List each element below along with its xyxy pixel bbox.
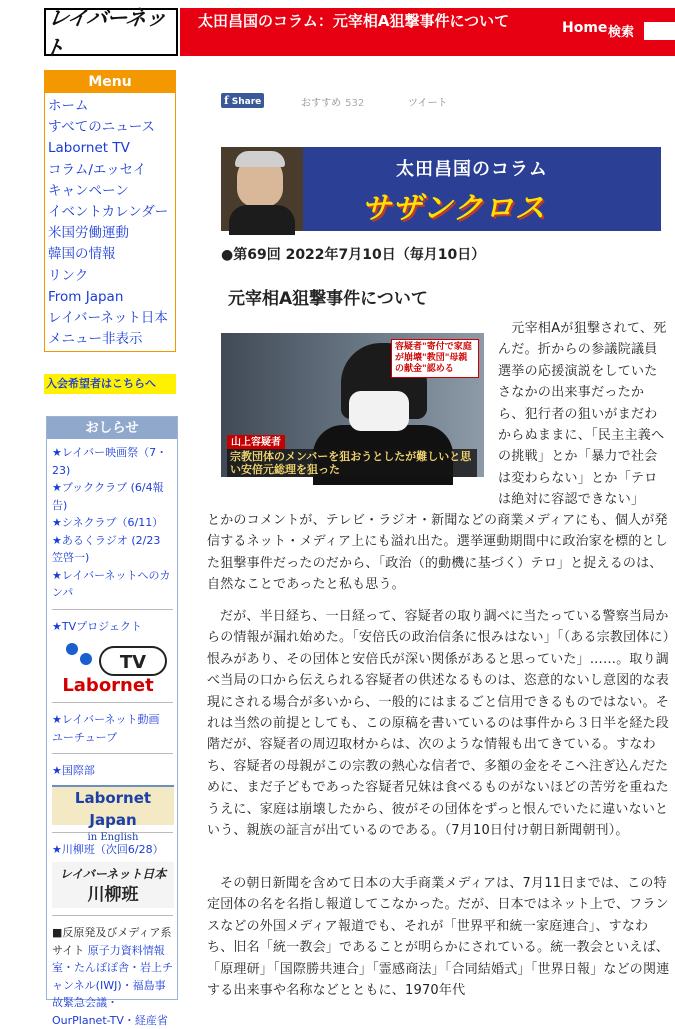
tv-logo-labornet: Labornet — [62, 675, 154, 696]
divider — [52, 915, 173, 916]
fb-share-label: Share — [231, 97, 262, 107]
issue-line: ●第69回 2022年7月10日（毎月10日） — [221, 247, 486, 263]
international-link[interactable]: ★国際部 — [52, 764, 95, 777]
article-text-continued: とかのコメントが、テレビ・ラジオ・新聞などの商業メディアにも、個人が発信するネット・メディア上にも溢れ出た。選挙運動期間中に政治家を標的とした狙撃事件だったのだから、「政治（的動機に基づく）テロ」と捉えるのは、自然なことであったと私も思う。 — [207, 513, 668, 593]
lj-logo-sub: in English — [87, 831, 139, 843]
divider — [52, 609, 173, 610]
tv-logo-text: TV — [119, 652, 147, 673]
menu-item-labornet-japan[interactable]: レイバーネット日本 — [48, 309, 168, 326]
menu-item-from-japan[interactable]: From Japan — [48, 288, 124, 305]
notice-item[interactable]: ★レイバーネットへのカンパ — [52, 568, 171, 599]
facebook-share-button[interactable] — [221, 93, 264, 108]
article-paragraph-2: だが、半日経ち、一日経って、容疑者の取り調べに当たっている警察当局からの情報が漏れ始めた。「安倍氏の政治信条に恨みはない」「（ある宗教団体に）恨みがあり、その団体と安倍氏が深い関係があると思っていた」……。取り調べ当局の口から伝えられる容疑者の供述なるものは、恣意的ないし意図的な表現にされる場合が多いから、一般的にはまるごと信用できるものではない。それは当然の前提としても、この原稿を書いているのは事件から３日半を経た段階だが、容疑者の周辺取材からは、次のような情報も出てきている。すなわち、容疑者の母親がこの宗教の熱心な信者で、多額の金をそこへ注ぎ込んだために、まだ子どもであった容疑者兄妹は食べるものがないほどの苦労を重ねたうえに、家庭は崩壊したから、彼がその団体をずっと恨んでいたに違いないという、親族の証言が出ているのである。（7月10日付け朝日新聞朝刊）。 — [207, 609, 670, 839]
notice-box — [46, 416, 178, 1027]
page-title: 太田昌国のコラム：元宰相A狙撃事件について — [198, 12, 510, 30]
menu-title: Menu — [45, 71, 175, 93]
menu-item-all-news[interactable]: すべてのニュース — [48, 119, 156, 136]
labornet-tv-logo[interactable] — [52, 641, 174, 695]
logo-text: レイバーネット — [42, 5, 168, 60]
column-banner — [221, 147, 661, 231]
notice-item[interactable]: ★あるくラジオ (2/23 笠啓一) — [52, 533, 161, 564]
recommend-count: 532 — [345, 98, 365, 109]
notice-title: おしらせ — [47, 417, 177, 439]
lj-logo-main: Labornet Japan — [74, 788, 152, 829]
senryu-logo-bottom: 川柳班 — [87, 884, 139, 905]
photo-tag: 山上容疑者 — [227, 435, 285, 450]
article-heading: 元宰相A狙撃事件について — [228, 289, 428, 309]
join-link[interactable]: 入会希望者はこちらへ — [44, 374, 176, 394]
video-link[interactable]: ★レイバーネット動画 ユーチューブ — [52, 713, 171, 744]
menu-item-korea[interactable]: 韓国の情報 — [48, 246, 116, 263]
divider — [52, 753, 173, 754]
sidebar-menu — [44, 70, 176, 352]
header-bar — [180, 8, 675, 56]
tv-project-link[interactable]: ★TVプロジェクト — [52, 619, 142, 633]
menu-item-home[interactable]: ホーム — [48, 98, 89, 114]
photo-caption: 宗教団体のメンバーを狙おうとしたが難しいと思い安倍元総理を狙った — [227, 449, 477, 477]
menu-item-labornet-tv[interactable]: Labornet TV — [48, 140, 130, 157]
senryu-logo[interactable] — [52, 862, 174, 908]
article-paragraph-3: その朝日新聞を含めて日本の大手商業メディアは、7月11日までは、この特定団体の名を名指し報道してこなかった。だが、日本ではネット上で、フランスなどの外国メディア報道でも、それが「世界平和統一家庭連合」、すなわち、旧名「統一教会」であることが明らかにされている。統一教会といえば、「原理研」「国際勝共連合」「霊感商法」「合同結婚式」「世界日報」などの関連する出来事や名称などとともに、1970年代 — [207, 876, 670, 999]
labornet-logo[interactable] — [42, 5, 178, 60]
search-input[interactable] — [644, 22, 675, 40]
notice-item[interactable]: ★シネクラブ（6/11） — [52, 516, 164, 529]
senryu-logo-top: レイバーネット日本 — [59, 867, 167, 881]
senryu-link[interactable]: ★川柳班（次回6/28） — [52, 842, 164, 856]
author-photo — [221, 147, 303, 231]
suspect-news-photo — [221, 333, 484, 477]
anti-nuke-links[interactable]: 原子力資料情報室・たんぽぽ舎・岩上チャンネル(IWJ)・福島事故緊急会議・OurPlanet-TV・経産省 — [52, 943, 173, 1027]
home-link[interactable]: Home — [562, 20, 608, 36]
labornet-japan-english-logo[interactable] — [52, 785, 174, 843]
divider — [52, 702, 173, 703]
banner-subtitle: 太田昌国のコラム — [396, 159, 548, 180]
tweet-button[interactable]: ツイート — [408, 98, 448, 109]
menu-item-column[interactable]: コラム/エッセイ — [48, 161, 147, 178]
article-text-float: 元宰相Aが狙撃されて、死んだ。折からの参議院議員選挙の応援演説をしていたさなかの出来事だったから、犯行者の狙いがまだわからぬままに、「民主主義への挑戦」とか「暴力で社会は変わらない」とか「テロは絶対に容認できない」 — [498, 321, 667, 508]
menu-item-event-calendar[interactable]: イベントカレンダー — [48, 203, 169, 220]
photo-ticker: 容疑者"寄付で家庭が崩壊"教団"母親の献金"認める — [391, 339, 479, 378]
facebook-icon: f — [224, 94, 229, 107]
menu-item-links[interactable]: リンク — [48, 267, 89, 284]
notice-item[interactable]: ★ブッククラブ (6/4報告) — [52, 481, 164, 512]
recommend-label: おすすめ — [301, 98, 342, 109]
menu-item-hide-menu[interactable]: メニュー非表示 — [48, 331, 143, 348]
anti-nuke-lead: ■反原発及びメディア系サイト — [52, 926, 172, 957]
search-link[interactable]: 検索 — [608, 25, 635, 40]
menu-item-us-labor[interactable]: 米国労働運動 — [48, 225, 129, 242]
notice-item[interactable]: ★レイバー映画祭（7・23) — [52, 446, 168, 477]
menu-item-campaign[interactable]: キャンペーン — [48, 182, 129, 199]
recommend-button[interactable] — [301, 94, 364, 109]
banner-title: サザンクロス — [361, 191, 546, 226]
